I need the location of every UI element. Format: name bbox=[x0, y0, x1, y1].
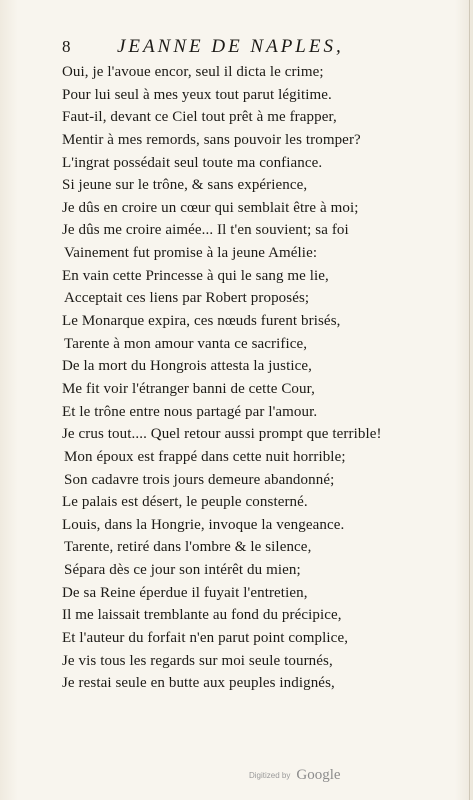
running-title: JEANNE DE NAPLES, bbox=[117, 36, 344, 57]
verse-line: Je dûs me croire aimée... Il t'en souvient; sa foi bbox=[62, 222, 349, 239]
verse-line: Je dûs en croire un cœur qui semblait être à moi; bbox=[62, 199, 359, 216]
watermark-prefix: Digitized by bbox=[249, 770, 291, 780]
verse-line: Je restai seule en butte aux peuples indignés, bbox=[62, 675, 335, 692]
verse-line: Louis, dans la Hongrie, invoque la vengeance. bbox=[62, 516, 345, 533]
verse-line: Son cadavre trois jours demeure abandonné; bbox=[64, 471, 335, 488]
page-header bbox=[62, 36, 402, 58]
verse-line: Acceptait ces liens par Robert proposés; bbox=[64, 290, 310, 307]
verse-line: Mon époux est frappé dans cette nuit horrible; bbox=[64, 448, 346, 465]
verse-line: Le Monarque expira, ces nœuds furent brisés, bbox=[62, 313, 341, 330]
verse-line: Et le trône entre nous partagé par l'amour. bbox=[62, 403, 318, 420]
verse-line: Et l'auteur du forfait n'en parut point complice, bbox=[62, 630, 349, 647]
verse-line: Me fit voir l'étranger banni de cette Cour, bbox=[62, 380, 315, 397]
verse-line: Oui, je l'avoue encor, seul il dicta le crime; bbox=[62, 64, 324, 80]
verse-line: Je vis tous les regards sur moi seule tournés, bbox=[62, 652, 333, 669]
verse-line: Vainement fut promise à la jeune Amélie: bbox=[64, 245, 318, 262]
verse-line: Sépara dès ce jour son intérêt du mien; bbox=[64, 562, 301, 579]
verse-line: Mentir à mes remords, sans pouvoir les tromper? bbox=[62, 131, 361, 148]
verse-line: Faut-il, devant ce Ciel tout prêt à me frapper, bbox=[62, 109, 337, 126]
verse-line: En vain cette Princesse à qui le sang me lie, bbox=[62, 267, 329, 284]
digitized-watermark bbox=[249, 766, 359, 784]
watermark-brand: Google bbox=[296, 766, 341, 783]
verse-line: Je crus tout.... Quel retour aussi prompt que terrible! bbox=[62, 426, 382, 443]
verse-line: Tarente à mon amour vanta ce sacrifice, bbox=[64, 335, 308, 352]
verse-line: De sa Reine éperdue il fuyait l'entretien, bbox=[62, 584, 308, 601]
page-edge bbox=[469, 0, 470, 800]
verse-line: L'ingrat possédait seul toute ma confiance. bbox=[62, 154, 323, 171]
verse-line: De la mort du Hongrois attesta la justice, bbox=[62, 358, 312, 375]
verse-line: Le palais est désert, le peuple consterné. bbox=[62, 494, 308, 511]
verse-line: Il me laissait tremblante au fond du précipice, bbox=[62, 607, 342, 624]
verse-line: Pour lui seul à mes yeux tout parut légitime. bbox=[62, 86, 332, 103]
page-number: 8 bbox=[62, 37, 71, 56]
verse-block bbox=[62, 61, 462, 695]
verse-line: Tarente, retiré dans l'ombre & le silence, bbox=[64, 539, 312, 556]
verse-line: Si jeune sur le trône, & sans expérience, bbox=[62, 177, 308, 194]
